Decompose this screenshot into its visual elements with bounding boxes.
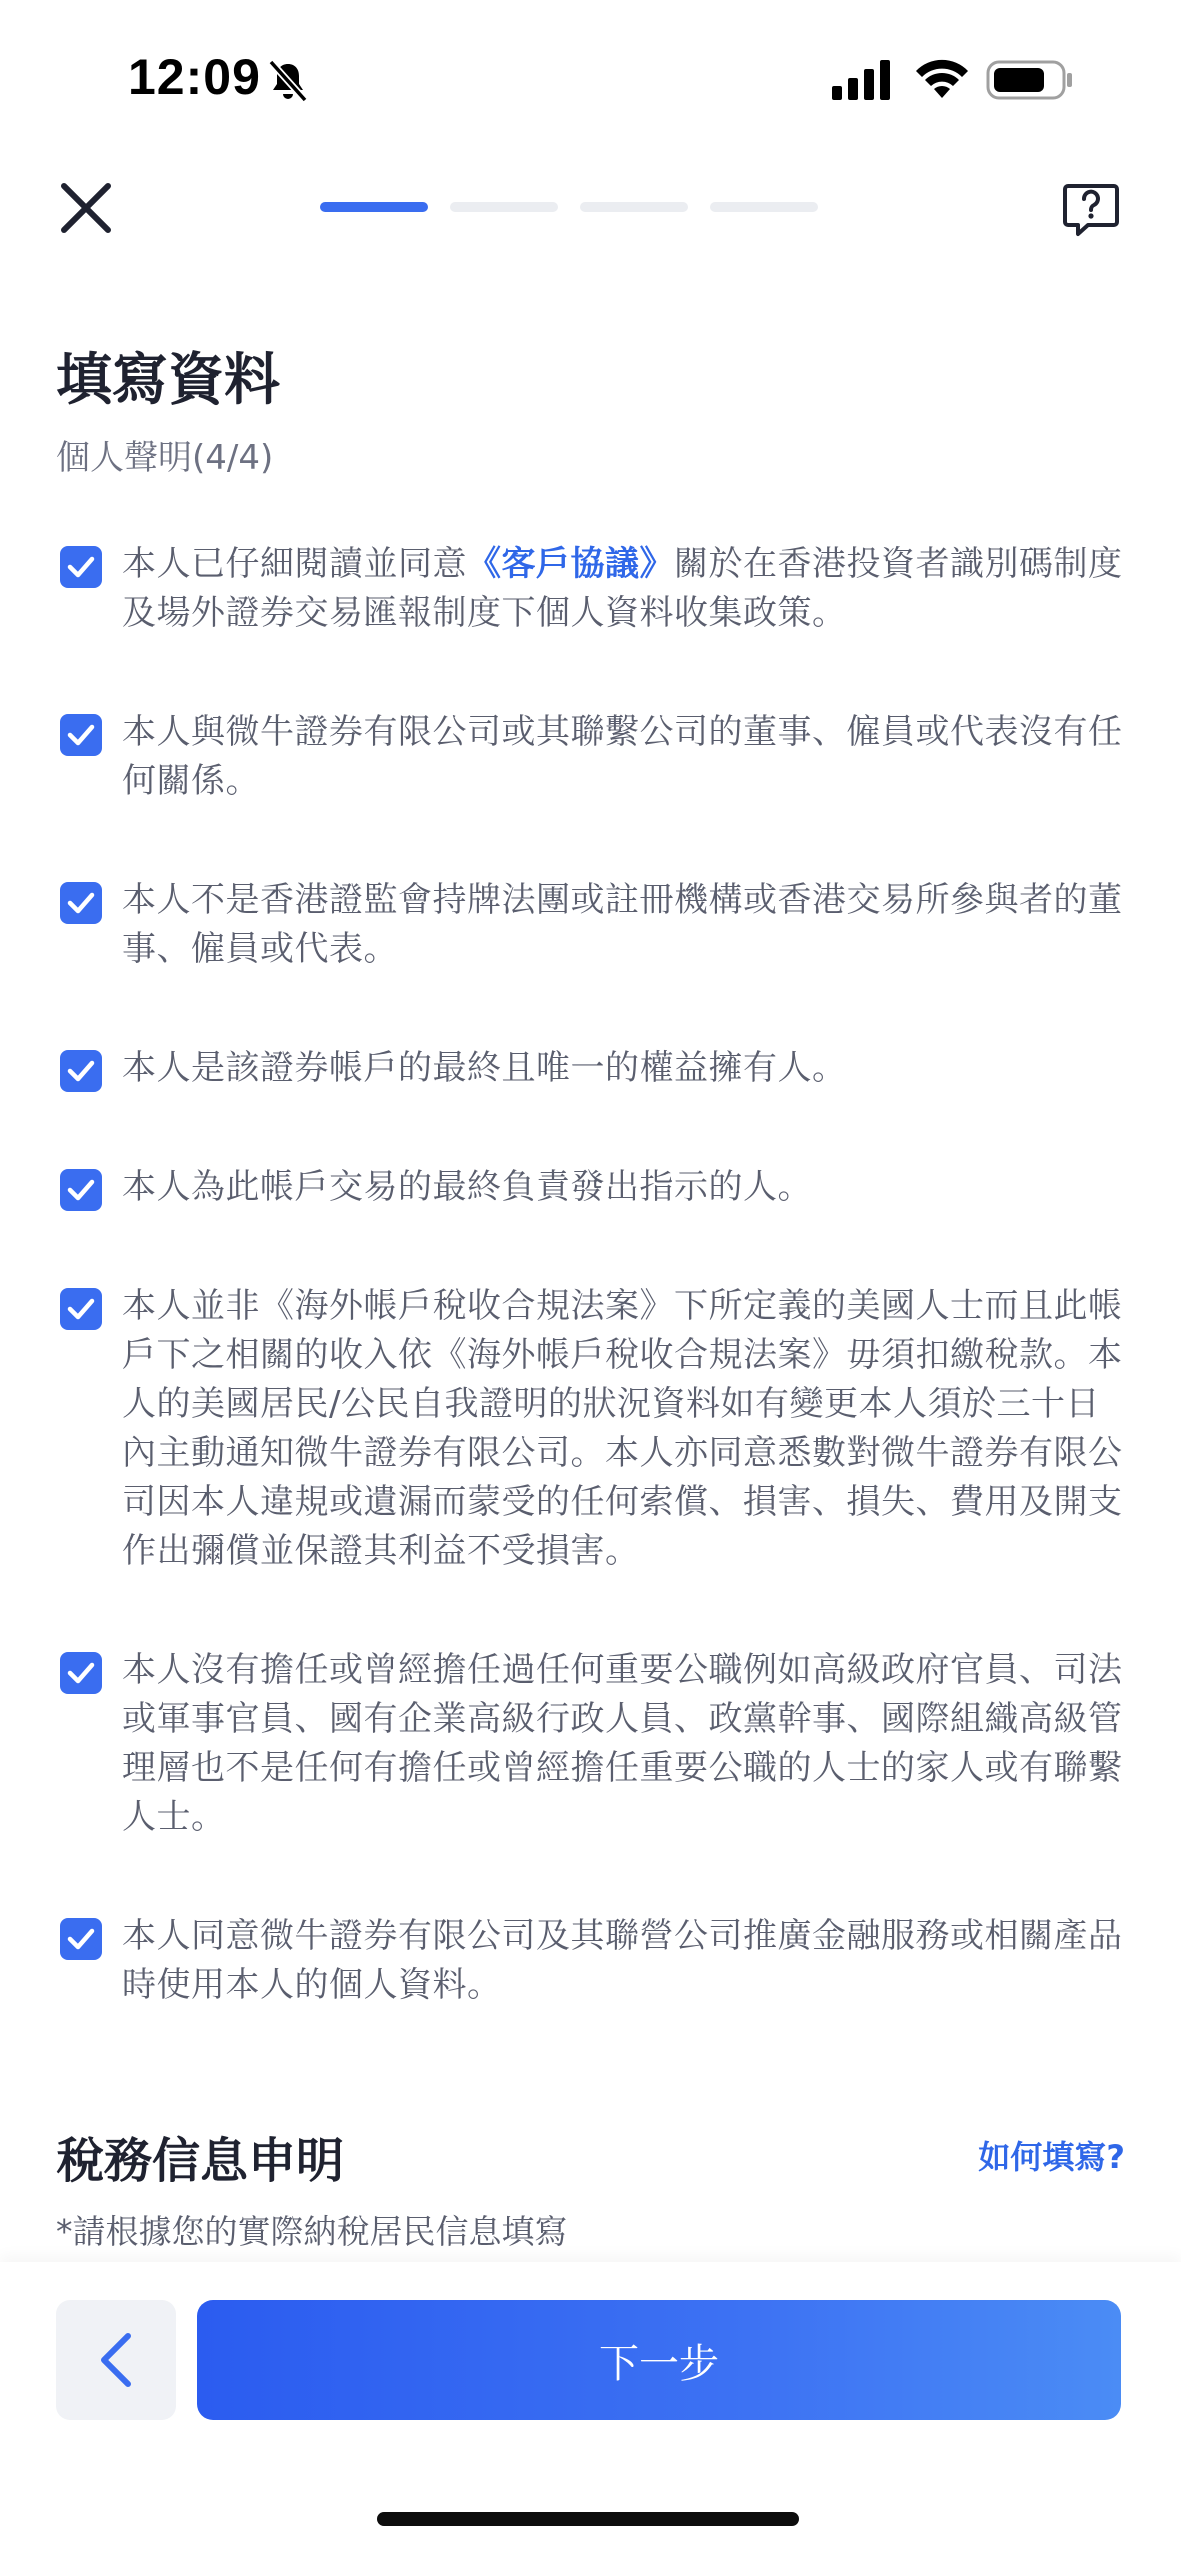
how-to-fill-link[interactable]: 如何填寫? (978, 2138, 1125, 2176)
progress-indicator (320, 202, 820, 212)
declaration-text: 本人為此帳戶交易的最終負責發出指示的人。 (122, 1167, 812, 1207)
progress-step-3 (580, 202, 688, 212)
checkmark-icon (67, 1178, 95, 1202)
checkbox-checked[interactable] (60, 1652, 102, 1694)
declaration-text: 本人不是香港證監會持牌法團或註冊機構或香港交易所參與者的董事、僱員或代表。 (122, 880, 1123, 969)
declaration-text: 本人同意微牛證券有限公司及其聯營公司推廣金融服務或相關產品時使用本人的個人資料。 (122, 1916, 1123, 2005)
checkmark-icon (67, 1297, 95, 1321)
home-indicator (377, 2512, 799, 2526)
checkmark-icon (67, 1059, 95, 1083)
help-icon[interactable] (1062, 182, 1120, 238)
bell-muted-icon (265, 58, 311, 104)
battery-icon (986, 58, 1074, 102)
declaration-list (56, 540, 1126, 2080)
declaration-item (56, 1282, 1126, 1576)
progress-step-1 (320, 202, 428, 212)
tax-section-note: *請根據您的實際納稅居民信息填寫 (56, 2212, 568, 2251)
checkbox-checked[interactable] (60, 1050, 102, 1092)
checkbox-checked[interactable] (60, 1288, 102, 1330)
back-button[interactable] (56, 2300, 176, 2420)
declaration-text: 本人是該證券帳戶的最終且唯一的權益擁有人。 (122, 1048, 847, 1088)
next-step-button[interactable]: 下一步 (197, 2300, 1121, 2420)
chevron-left-icon (92, 2330, 140, 2390)
status-time: 12:09 (128, 49, 261, 105)
page-subtitle: 個人聲明(4/4) (56, 438, 274, 478)
declaration-text-pre: 本人已仔細閱讀並同意 (122, 544, 467, 584)
declaration-text: 本人並非《海外帳戶稅收合規法案》下所定義的美國人士而且此帳戶下之相關的收入依《海外帳戶稅收合規法案》毋須扣繳稅款。本人的美國居民/公民自我證明的狀況資料如有變更本人須於三十日內主動通知微牛證券有限公司。本人亦同意悉數對微牛證券有限公司因本人違規或遺漏而蒙受的任何索償、損害、損失、費用及開支作出彌償並保證其利益不受損害。 (122, 1286, 1123, 1571)
declaration-item (56, 1912, 1126, 2010)
progress-step-2 (450, 202, 558, 212)
checkbox-checked[interactable] (60, 714, 102, 756)
declaration-item (56, 1044, 1126, 1093)
declaration-text: 本人與微牛證券有限公司或其聯繫公司的董事、僱員或代表沒有任何關係。 (122, 712, 1123, 801)
checkmark-icon (67, 555, 95, 579)
declaration-item (56, 1646, 1126, 1842)
declaration-item (56, 540, 1126, 638)
checkbox-checked[interactable] (60, 1169, 102, 1211)
checkbox-checked[interactable] (60, 1918, 102, 1960)
progress-step-4 (710, 202, 818, 212)
client-agreement-link[interactable]: 《客戶協議》 (467, 544, 674, 584)
signal-icon (832, 60, 894, 100)
declaration-item (56, 876, 1126, 974)
status-bar (0, 0, 1181, 160)
declaration-item (56, 708, 1126, 806)
checkbox-checked[interactable] (60, 882, 102, 924)
checkmark-icon (67, 1927, 95, 1951)
wifi-icon (912, 54, 972, 100)
checkbox-checked[interactable] (60, 546, 102, 588)
checkmark-icon (67, 891, 95, 915)
tax-section-title: 稅務信息申明 (56, 2133, 345, 2189)
declaration-text-post: 關於在香港投資者識別碼制度及場外證券交易匯報制度下個人資料收集政策。 (122, 544, 1123, 633)
close-icon[interactable] (56, 178, 116, 238)
checkmark-icon (67, 1661, 95, 1685)
declaration-text: 本人沒有擔任或曾經擔任過任何重要公職例如高級政府官員、司法或軍事官員、國有企業高級行政人員、政黨幹事、國際組織高級管理層也不是任何有擔任或曾經擔任重要公職的人士的家人或有聯繫人士。 (122, 1650, 1123, 1837)
page-title: 填寫資料 (56, 348, 280, 413)
declaration-item (56, 1163, 1126, 1212)
declaration-text (122, 540, 1126, 638)
checkmark-icon (67, 723, 95, 747)
